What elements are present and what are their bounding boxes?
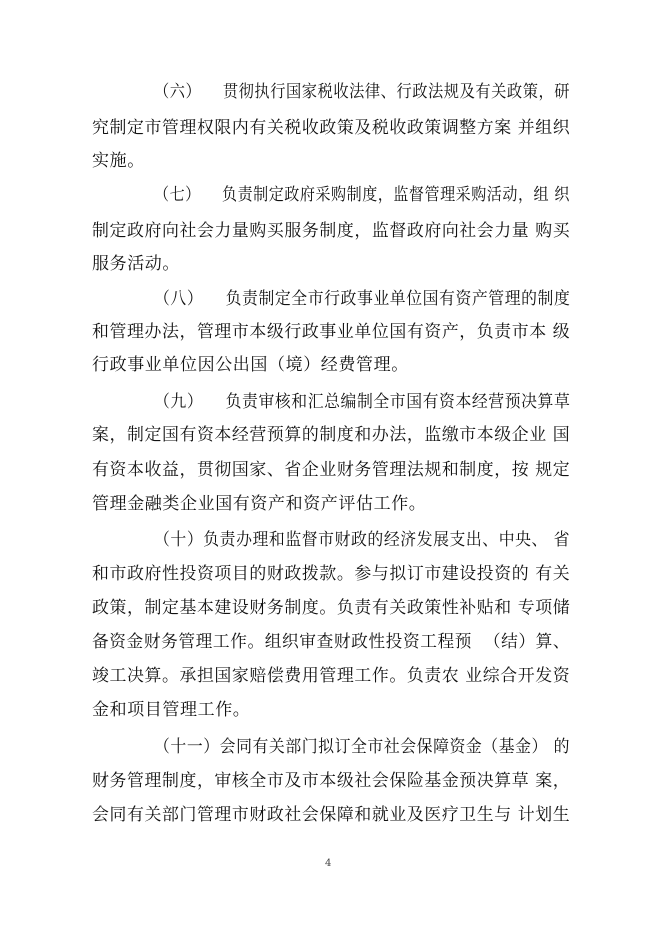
text-line: （九） 负责审核和汇总编制全市国有资本经营预决算草: [154, 392, 571, 412]
text-line: 案，制定国有资本经营预算的制度和办法，监缴市本级企业 国: [92, 425, 571, 445]
text-line: 实施。: [92, 151, 145, 171]
text-line: 和管理办法，管理市本级行政事业单位国有资产，负责市本 级: [92, 322, 571, 342]
text-line: 行政事业单位因公出国（境）经费管理。: [92, 355, 409, 375]
text-line: 究制定市管理权限内有关税收政策及税收政策调整方案 并组织: [92, 118, 571, 138]
text-line: （七） 负责制定政府采购制度，监督管理采购活动，组 织: [154, 185, 571, 205]
text-line: 服务活动。: [92, 254, 180, 274]
text-line: 和市政府性投资项目的财政拨款。参与拟订市建设投资的 有关: [92, 564, 571, 584]
text-line: （十）负责办理和监督市财政的经济发展支出、中央、 省: [154, 530, 570, 550]
text-line: 管理金融类企业国有资产和资产评估工作。: [92, 494, 427, 514]
page-number: 4: [325, 858, 332, 869]
text-line: 政策，制定基本建设财务制度。负责有关政策性补贴和 专项储: [92, 598, 571, 618]
text-line: 制定政府向社会力量购买服务制度，监督政府向社会力量 购买: [92, 221, 571, 241]
text-line: （十一）会同有关部门拟订全市社会保障资金（基金） 的: [154, 737, 570, 757]
text-line: 财务管理制度，审核全市及市本级社会保险基金预决算草 案，: [92, 771, 571, 791]
text-line: （八） 负责制定全市行政事业单位国有资产管理的制度: [154, 289, 571, 309]
text-line: 有资本收益，贯彻国家、省企业财务管理法规和制度，按 规定: [92, 460, 571, 480]
text-line: （六） 贯彻执行国家税收法律、行政法规及有关政策，研: [154, 82, 571, 102]
text-line: 竣工决算。承担国家赔偿费用管理工作。负责农 业综合开发资: [92, 666, 571, 686]
text-line: 金和项目管理工作。: [92, 700, 251, 720]
text-line: 会同有关部门管理市财政社会保障和就业及医疗卫生与 计划生: [92, 805, 571, 825]
text-line: 备资金财务管理工作。组织审查财政性投资工程预 （结）算、: [92, 632, 571, 652]
